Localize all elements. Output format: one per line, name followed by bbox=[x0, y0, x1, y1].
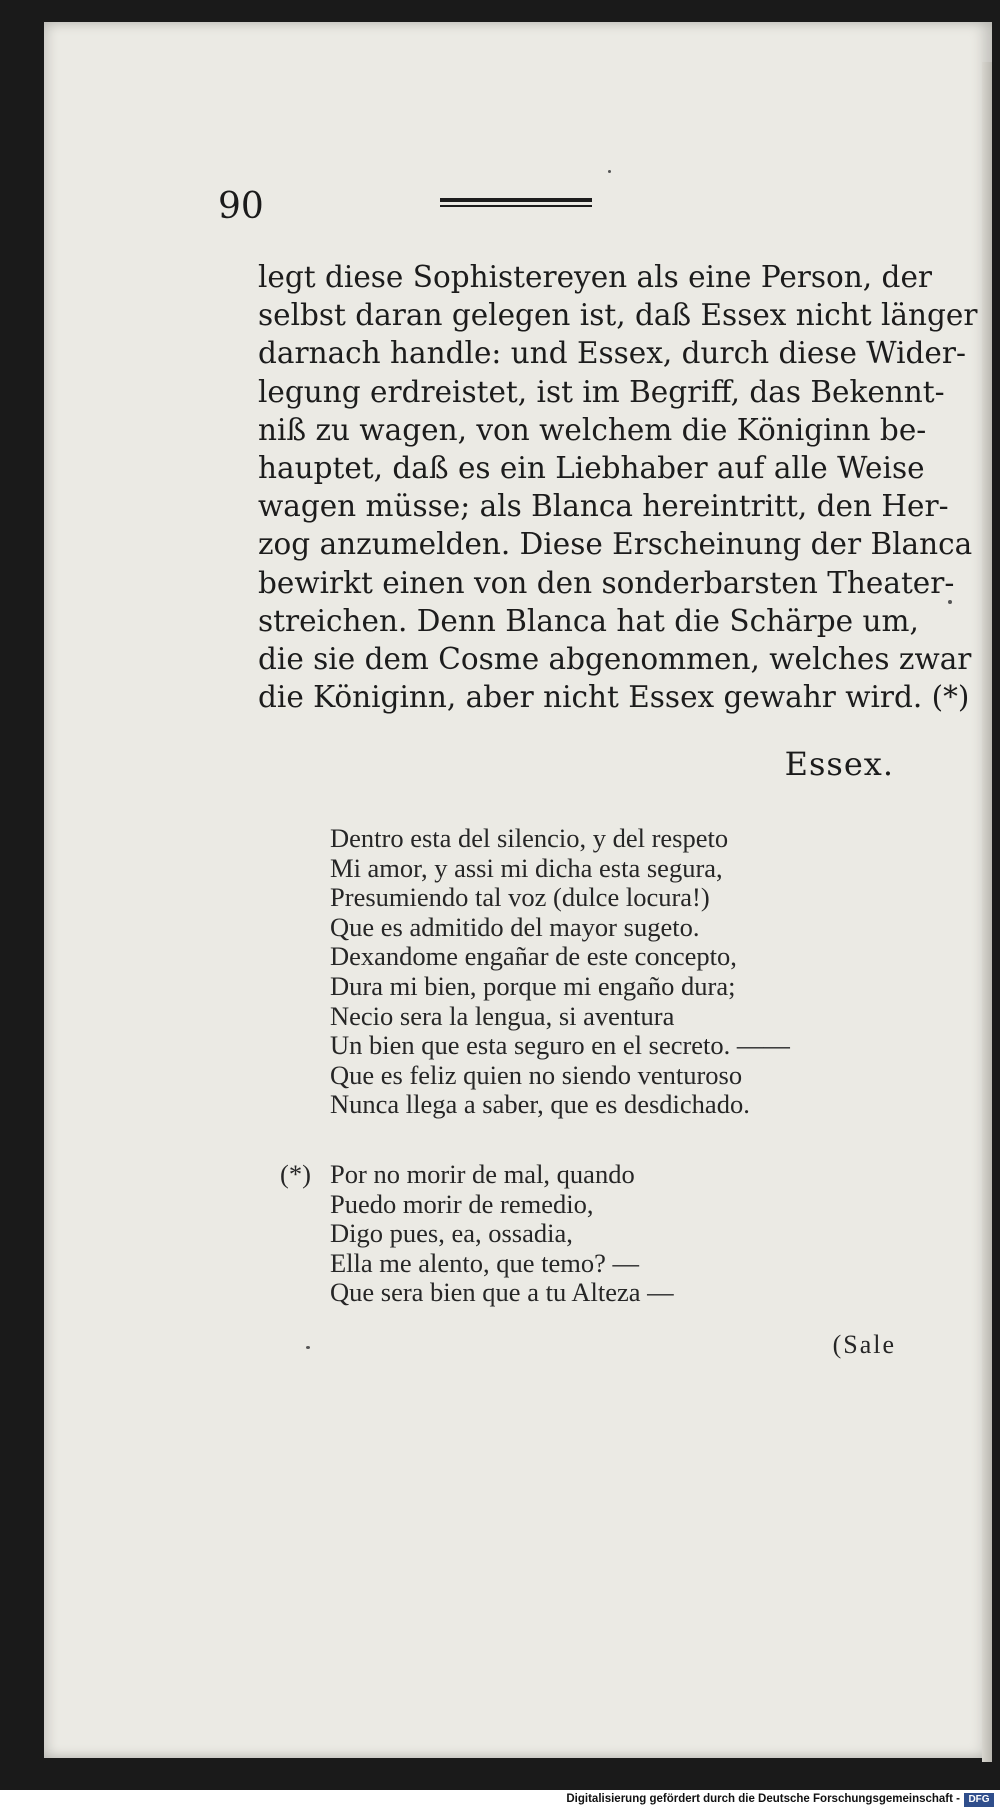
verse-line: Que es admitido del mayor sugeto. bbox=[330, 911, 700, 942]
footnote-line: Ella me alento, que temo? — bbox=[330, 1247, 640, 1278]
footnote-line: Digo pues, ea, ossadia, bbox=[330, 1218, 573, 1249]
text-line: niß zu wagen, von welchem die Königinn be- bbox=[258, 412, 927, 447]
text-line: zog anzumelden. Diese Erscheinung der Blanca bbox=[258, 527, 973, 562]
footnote-marker: (*) bbox=[280, 1159, 311, 1189]
text-line: die sie dem Cosme abgenommen, welches zwar bbox=[258, 642, 972, 677]
text-line: legung erdreistet, ist im Begriff, das Bekennt- bbox=[258, 374, 945, 409]
text-line: bewirkt einen von den sonderbarsten Theater- bbox=[258, 565, 955, 600]
header-ornament-rule bbox=[440, 198, 592, 210]
verse-line: Dentro esta del silencio, y del respeto bbox=[330, 823, 729, 853]
paper-speck bbox=[306, 1346, 310, 1349]
paper-speck bbox=[948, 600, 952, 604]
footnote-line: Que sera bien que a tu Alteza — bbox=[330, 1277, 674, 1308]
funding-credit: Digitalisierung gefördert durch die Deutsche Forschungsgemeinschaft - bbox=[566, 1793, 960, 1805]
page-number: 90 bbox=[218, 186, 264, 227]
verse-line: Mi amor, y assi mi dicha esta segura, bbox=[330, 852, 723, 883]
spanish-verse bbox=[330, 824, 910, 1120]
text-line: wagen müsse; als Blanca hereintritt, den Her- bbox=[258, 489, 949, 524]
verse-line: Dura mi bien, porque mi engaño dura; bbox=[330, 970, 736, 1001]
german-paragraph bbox=[258, 258, 978, 716]
digitization-footer bbox=[0, 1790, 1000, 1811]
page-header bbox=[218, 176, 778, 236]
verse-line: Presumiendo tal voz (dulce locura!) bbox=[330, 882, 710, 913]
text-line: legt diese Sophistereyen als eine Person, der bbox=[258, 260, 933, 294]
text-line: selbst daran gelegen ist, daß Essex nicht länger bbox=[258, 298, 978, 333]
speaker-name: Essex. bbox=[784, 745, 894, 783]
footnote-line: Puedo morir de remedio, bbox=[330, 1188, 594, 1219]
text-line: streichen. Denn Blanca hat die Schärpe um, bbox=[258, 603, 919, 638]
verse-line: Dexandome engañar de este concepto, bbox=[330, 941, 737, 972]
text-line: darnach handle: und Essex, durch diese Wider- bbox=[258, 336, 966, 371]
text-line: hauptet, daß es ein Liebhaber auf alle Weise bbox=[258, 451, 925, 486]
text-line: die Königinn, aber nicht Essex gewahr wird. (*) bbox=[258, 680, 970, 715]
verse-line: Que es feliz quien no siendo venturoso bbox=[330, 1059, 743, 1090]
verse-line: Un bien que esta seguro en el secreto. —— bbox=[330, 1030, 790, 1061]
verse-line: Necio sera la lengua, si aventura bbox=[330, 1000, 675, 1031]
paper-speck bbox=[608, 170, 611, 173]
dfg-logo: DFG bbox=[964, 1793, 994, 1807]
catchword: (Sale bbox=[832, 1330, 896, 1359]
page-edge-shadow bbox=[982, 62, 992, 1762]
footnote-line: Por no morir de mal, quando bbox=[330, 1159, 635, 1189]
verse-line: Nunca llega a saber, que es desdichado. bbox=[330, 1089, 750, 1120]
